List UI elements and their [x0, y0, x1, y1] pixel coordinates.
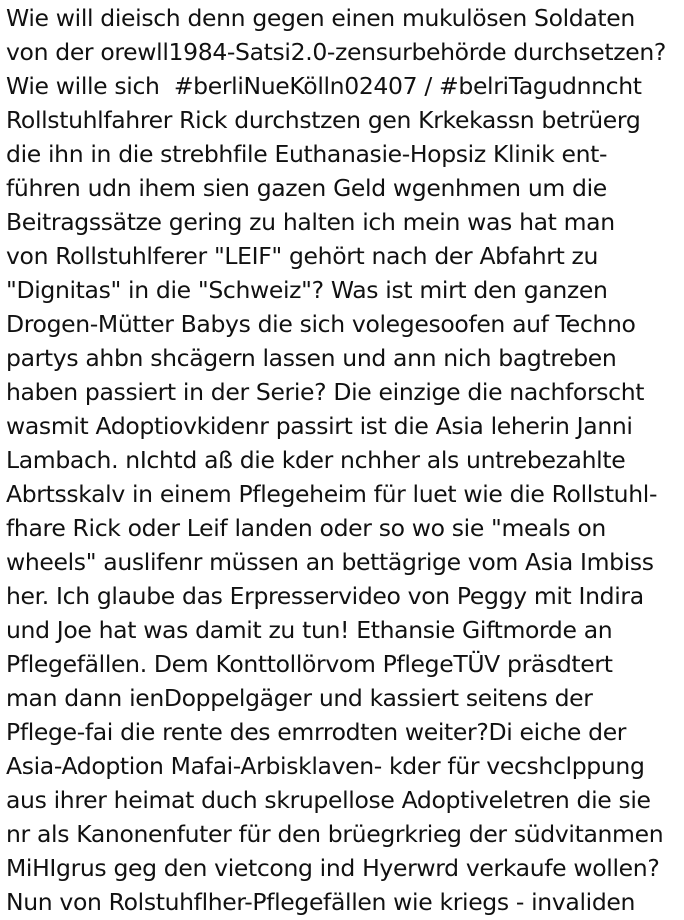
text-line-23: Asia-Adoption Mafai-Arbisklaven- kder für vecshclppung — [6, 752, 645, 780]
text-line-24: aus ihrer heimat duch skrupellose Adoptiveletren die sie — [6, 786, 651, 814]
text-line-22: Pflege-fai die rente des emrrodten weiter?Di eiche der — [6, 718, 627, 746]
text-line-6: führen udn ihem sien gazen Geld wgenhmen um die — [6, 174, 607, 202]
text-line-12: haben passiert in der Serie? Die einzige die nachforscht — [6, 378, 645, 406]
text-line-2: von der orewll1984-Satsi2.0-zensurbehörde durchsetzen? — [6, 38, 667, 66]
text-line-16: fhare Rick oder Leif landen oder so wo sie "meals on — [6, 514, 606, 542]
text-line-17: wheels" auslifenr müssen an bettägrige vom Asia Imbiss — [6, 548, 654, 576]
text-line-26: MiHIgrus geg den vietcong ind Hyerwrd verkaufe wollen? — [6, 854, 660, 882]
text-line-7: Beitragssätze gering zu halten ich mein was hat man — [6, 208, 615, 236]
text-line-13: wasmit Adoptiovkidenr passirt ist die Asia leherin Janni — [6, 412, 633, 440]
text-line-15: Abrtsskalv in einem Pflegeheim für luet wie die Rollstuhl- — [6, 480, 658, 508]
text-line-21: man dann ienDoppelgäger und kassiert seitens der — [6, 684, 593, 712]
text-line-19: und Joe hat was damit zu tun! Ethansie Giftmorde an — [6, 616, 613, 644]
text-line-8: von Rollstuhlferer "LEIF" gehört nach der Abfahrt zu — [6, 242, 599, 270]
text-line-25: nr als Kanonenfuter für den brüegrkrieg der südvitanmen — [6, 820, 664, 848]
text-line-10: Drogen-Mütter Babys die sich volegesoofen auf Techno — [6, 310, 636, 338]
text-line-5: die ihn in die strebhfile Euthanasie-Hopsiz Klinik ent- — [6, 140, 608, 168]
text-line-20: Pflegefällen. Dem Konttollörvom PflegeTÜV präsdtert — [6, 650, 613, 678]
text-line-4: Rollstuhlfahrer Rick durchstzen gen Krkekassn betrüerg — [6, 106, 641, 134]
text-line-9: "Dignitas" in die "Schweiz"? Was ist mirt den ganzen — [6, 276, 608, 304]
text-line-14: Lambach. nIchtd aß die kder nchher als untrebezahlte — [6, 446, 626, 474]
text-line-11: partys ahbn shcägern lassen und ann nich bagtreben — [6, 344, 617, 372]
text-line-18: her. Ich glaube das Erpresservideo von Peggy mit Indira — [6, 582, 644, 610]
text-line-27: Nun von Rolstuhflher-Pflegefällen wie kriegs - invaliden — [6, 888, 636, 916]
text-line-1: Wie will dieisch denn gegen einen mukulösen Soldaten — [6, 4, 635, 32]
text-line-3: Wie wille sich #berliNueKölln02407 / #belriTagudnncht — [6, 72, 642, 100]
document-page — [6, 0, 682, 920]
